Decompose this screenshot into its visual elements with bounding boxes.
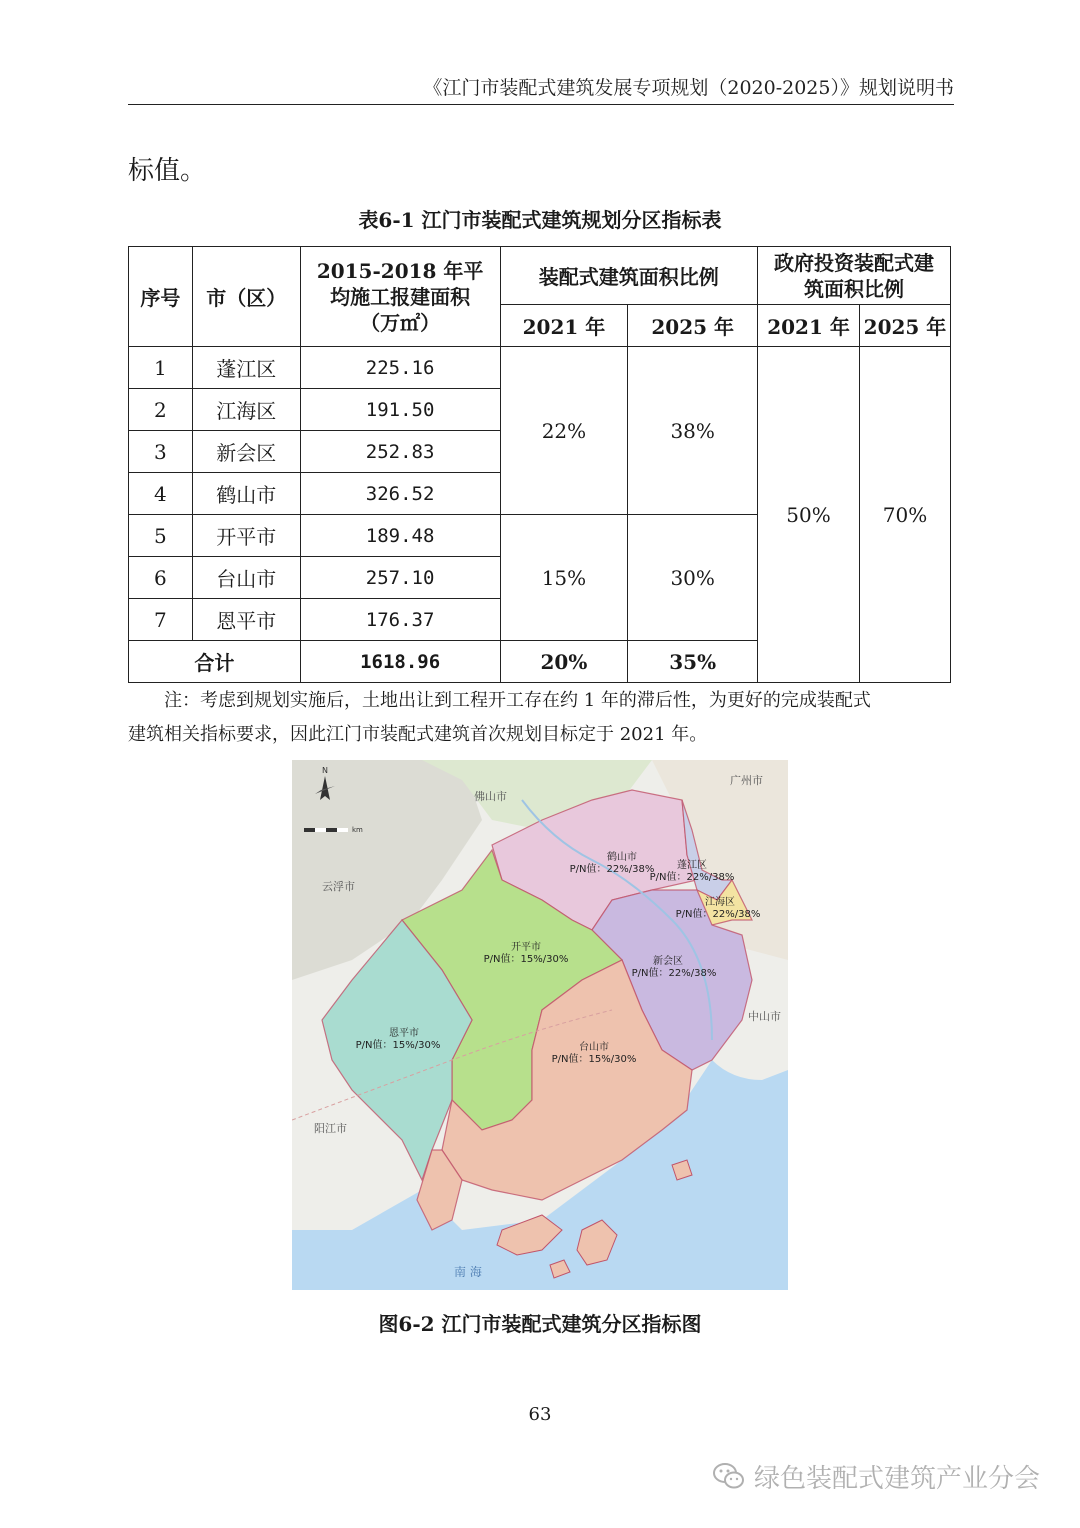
zone-index-table [128,246,951,683]
svg-text:N: N [322,766,328,775]
neighbor-label: 阳江市 [314,1122,347,1135]
watermark-text: 绿色装配式建筑产业分会 [754,1463,1041,1494]
district-label: 开平市 [511,942,541,953]
note-line-1: 注：考虑到规划实施后，土地出让到工程开工存在约 1 年的滞后性，为更好的完成装配式 [164,690,871,711]
lead-text: 标值。 [128,156,207,186]
district-label: 恩平市 [389,1028,419,1039]
group-b-2021: 15% [500,515,628,641]
district-pn: P/N值：22%/38% [631,968,717,979]
row-name: 鹤山市 [192,473,300,515]
total-2025: 35% [628,641,758,683]
total-area: 1618.96 [300,641,500,683]
header-gov-ratio [758,247,951,305]
neighbor-label: 中山市 [748,1010,781,1023]
header-district: 市（区） [192,247,300,347]
row-area: 326.52 [300,473,500,515]
neighbor-label: 佛山市 [474,790,507,803]
row-area: 191.50 [300,389,500,431]
table-row [129,347,951,389]
group-a-2025: 38% [628,347,758,515]
district-label: 新会区 [653,956,683,967]
district-pn: P/N值：15%/30% [551,1054,637,1065]
row-no: 1 [129,347,193,389]
district-pn: P/N值：15%/30% [355,1040,441,1051]
row-area: 225.16 [300,347,500,389]
wechat-icon [712,1459,746,1493]
neighbor-label: 云浮市 [322,880,355,893]
district-label: 蓬江区 [677,860,707,871]
header-gov-2021: 2021 年 [758,305,860,347]
row-no: 5 [129,515,193,557]
gov-2021: 50% [758,347,860,683]
zoning-map-svg [292,760,788,1290]
running-header [128,72,954,105]
header-seq: 序号 [129,247,193,347]
row-name: 江海区 [192,389,300,431]
header-prefab-2025: 2025 年 [628,305,758,347]
row-no: 4 [129,473,193,515]
district-label: 鹤山市 [607,852,637,863]
header-gov-ratio-text: 政府投资装配式建筑面积比例 [774,250,935,301]
zoning-map [292,760,788,1290]
district-pn: P/N值：15%/30% [483,954,569,965]
group-a-2021: 22% [500,347,628,515]
row-area: 176.37 [300,599,500,641]
neighbor-label: 广州市 [730,774,763,787]
district-pn: P/N值：22%/38% [675,909,761,920]
row-no: 3 [129,431,193,473]
header-prefab-ratio: 装配式建筑面积比例 [500,247,757,305]
row-name: 新会区 [192,431,300,473]
district-label: 台山市 [579,1042,609,1053]
district-pn: P/N值：22%/38% [569,864,655,875]
header-gov-2025: 2025 年 [860,305,951,347]
group-b-2025: 30% [628,515,758,641]
district-pn: P/N值：22%/38% [649,872,735,883]
page-number: 63 [528,1404,552,1425]
row-area: 252.83 [300,431,500,473]
figure-title: 图6-2 江门市装配式建筑分区指标图 [378,1312,702,1336]
row-area: 189.48 [300,515,500,557]
header-area [300,247,500,347]
watermark [712,1456,1040,1496]
scale-unit: km [352,826,363,834]
row-no: 6 [129,557,193,599]
row-no: 2 [129,389,193,431]
row-no: 7 [129,599,193,641]
table-title: 表6-1 江门市装配式建筑规划分区指标表 [358,208,722,232]
header-area-text: 2015-2018 年平均施工报建面积（万㎡） [316,258,484,335]
row-name: 台山市 [192,557,300,599]
header-prefab-2021: 2021 年 [500,305,628,347]
table-note [128,684,954,752]
total-label: 合计 [129,641,301,683]
sea-label: 南 海 [454,1265,482,1279]
row-name: 开平市 [192,515,300,557]
row-name: 蓬江区 [192,347,300,389]
header-title: 《江门市装配式建筑发展专项规划（2020-2025）》规划说明书 [423,77,954,99]
row-area: 257.10 [300,557,500,599]
row-name: 恩平市 [192,599,300,641]
gov-2025: 70% [860,347,951,683]
district-label: 江海区 [705,897,735,908]
total-2021: 20% [500,641,628,683]
note-line-2: 建筑相关指标要求，因此江门市装配式建筑首次规划目标定于 2021 年。 [128,724,708,745]
